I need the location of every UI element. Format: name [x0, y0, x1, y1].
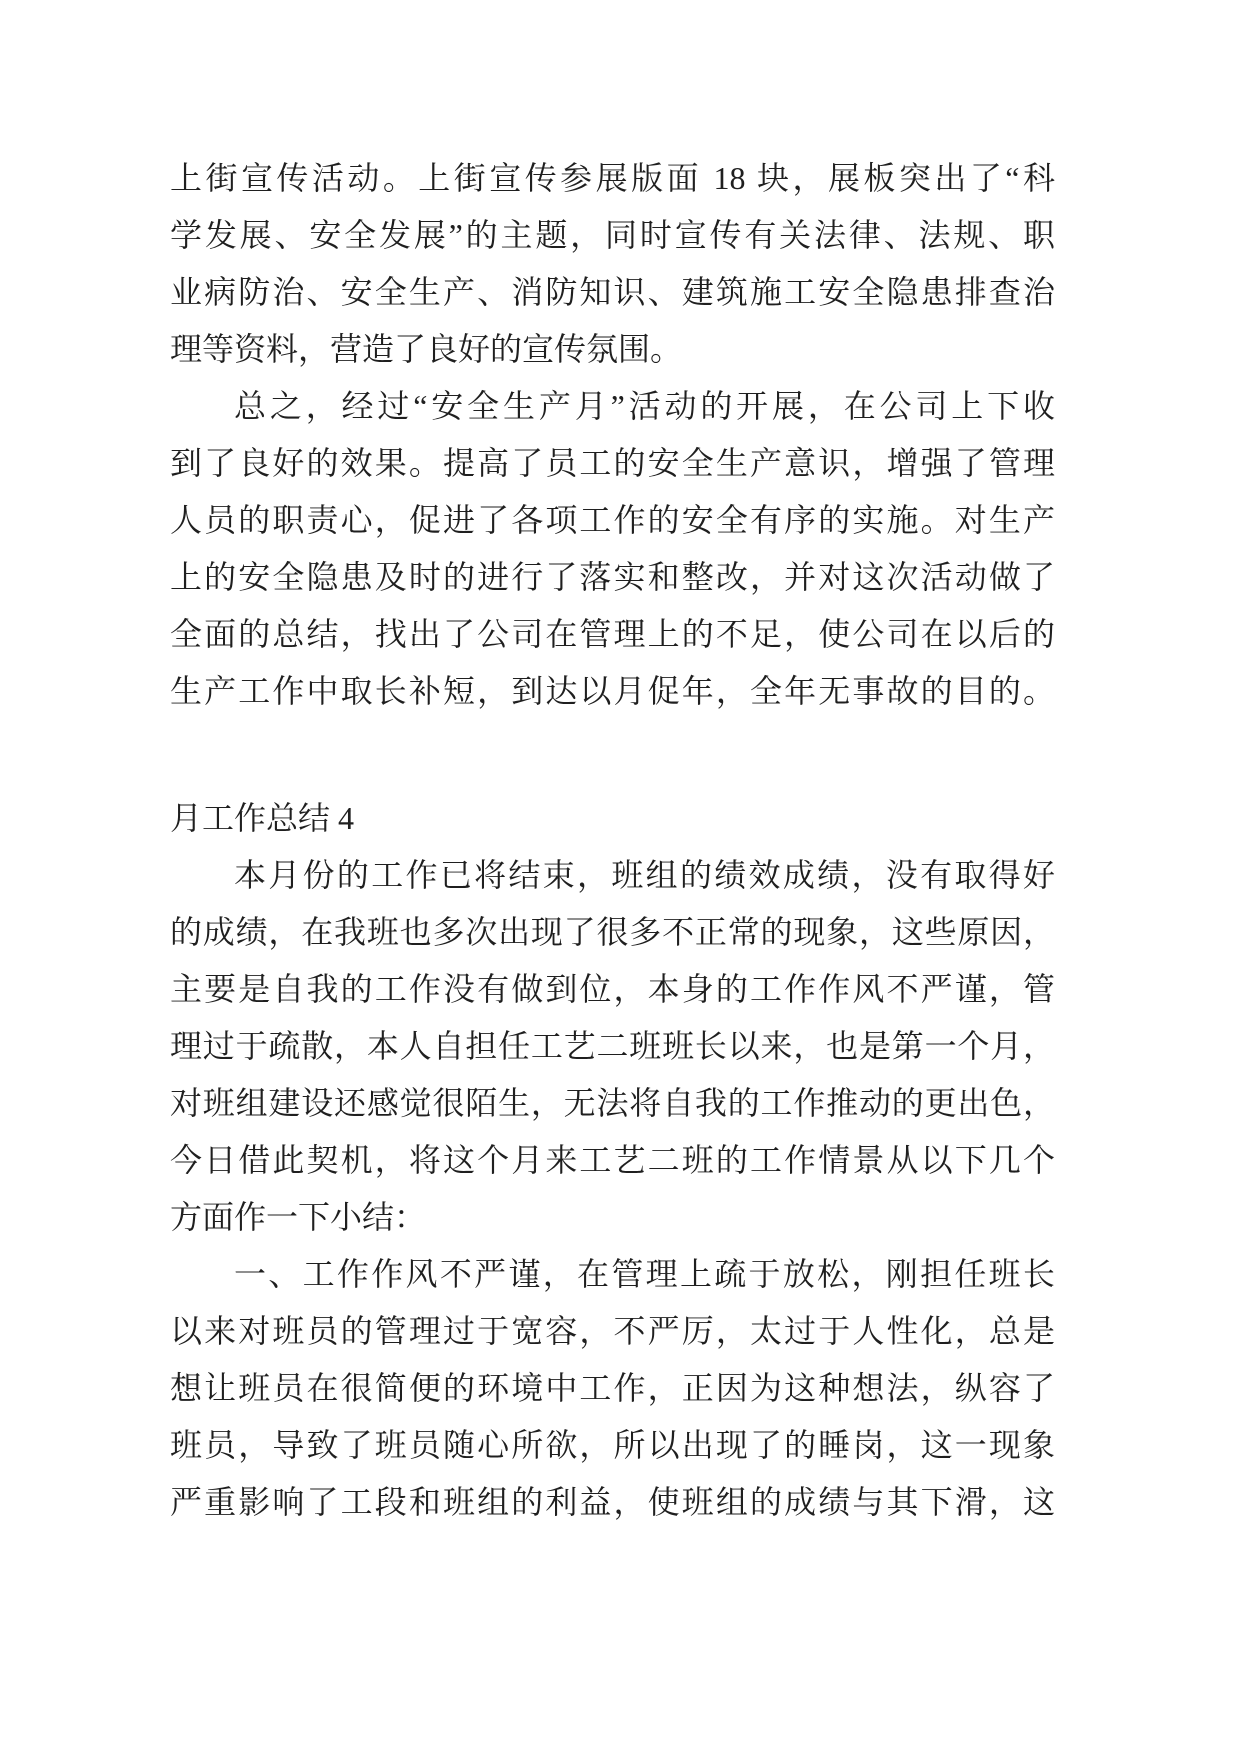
text-line: 主要是自我的工作没有做到位，本身的工作作风不严谨，管 — [170, 971, 1055, 1007]
document-body — [170, 150, 1055, 1531]
text-line: 理等资料，营造了良好的宣传氛围。 — [170, 331, 683, 367]
text-line: 业病防治、安全生产、消防知识、建筑施工安全隐患排查治 — [170, 274, 1055, 310]
section-heading: 月工作总结 4 — [170, 800, 355, 836]
text-line: 一、工作作风不严谨，在管理上疏于放松，刚担任班长 — [234, 1256, 1055, 1292]
text-line: 学发展、安全发展”的主题，同时宣传有关法律、法规、职 — [170, 217, 1055, 253]
text-line: 到了良好的效果。提高了员工的安全生产意识，增强了管理 — [170, 445, 1055, 481]
text-line: 以来对班员的管理过于宽容，不严厉，太过于人性化，总是 — [170, 1313, 1055, 1349]
text-line: 严重影响了工段和班组的利益，使班组的成绩与其下滑，这 — [170, 1484, 1055, 1520]
text-line: 上的安全隐患及时的进行了落实和整改，并对这次活动做了 — [170, 559, 1055, 595]
text-line: 班员，导致了班员随心所欲，所以出现了的睡岗，这一现象 — [170, 1427, 1055, 1463]
text-line: 理过于疏散，本人自担任工艺二班班长以来，也是第一个月， — [170, 1028, 1055, 1064]
text-line: 想让班员在很简便的环境中工作，正因为这种想法，纵容了 — [170, 1370, 1055, 1406]
blank-line — [170, 720, 1055, 790]
text-line: 对班组建设还感觉很陌生，无法将自我的工作推动的更出色， — [170, 1085, 1055, 1121]
text-line: 今日借此契机，将这个月来工艺二班的工作情景从以下几个 — [170, 1142, 1055, 1178]
text-line: 的成绩，在我班也多次出现了很多不正常的现象，这些原因， — [170, 914, 1055, 950]
text-line: 人员的职责心，促进了各项工作的安全有序的实施。对生产 — [170, 502, 1055, 538]
text-line: 生产工作中取长补短，到达以月促年，全年无事故的目的。 — [170, 673, 1055, 709]
text-line: 总之，经过“安全生产月”活动的开展，在公司上下收 — [234, 388, 1055, 424]
text-line: 全面的总结，找出了公司在管理上的不足，使公司在以后的 — [170, 616, 1055, 652]
text-line: 方面作一下小结： — [170, 1199, 427, 1235]
text-line: 本月份的工作已将结束，班组的绩效成绩，没有取得好 — [234, 857, 1055, 893]
text-line: 上街宣传活动。上街宣传参展版面 18 块，展板突出了“科 — [170, 160, 1055, 196]
